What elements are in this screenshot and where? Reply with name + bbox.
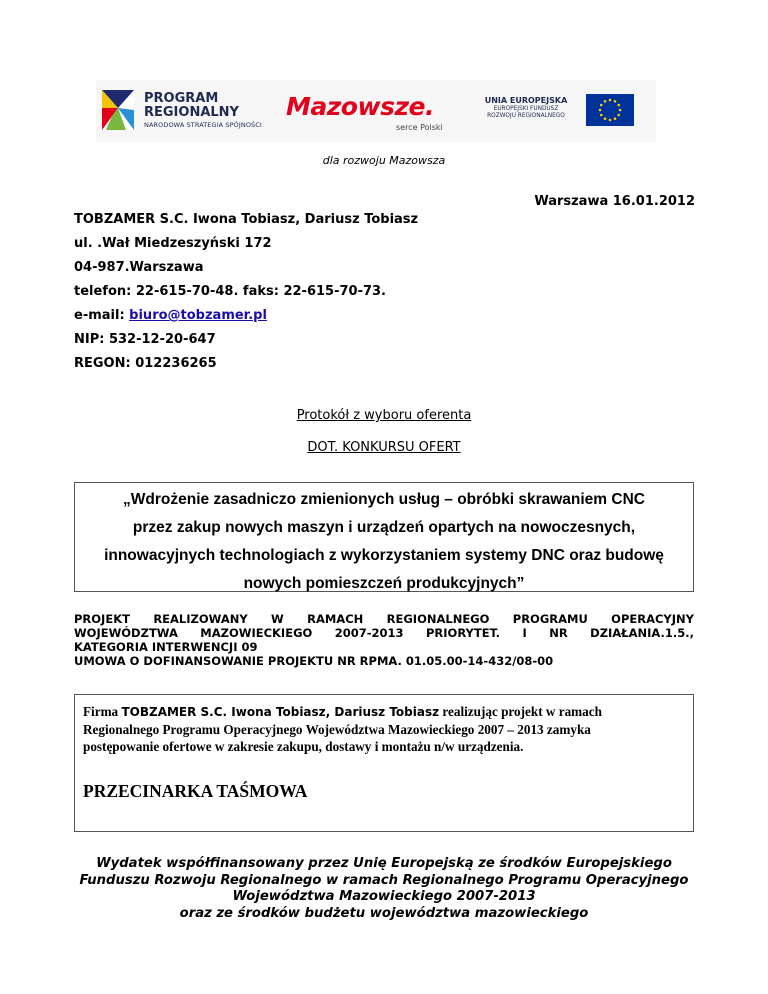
statement-company: TOBZAMER S.C. Iwona Tobiasz, Dariusz Tobiasz [121,705,440,719]
document-date: Warszawa 16.01.2012 [534,194,695,209]
project-info-line2: WOJEWÓDZTWA MAZOWIECKIEGO 2007-2013 PRIORYTET. I NR DZIAŁANIA.1.5., [74,626,694,640]
company-nip: NIP: 532-12-20-647 [74,332,216,347]
statement-firma: Firma [83,704,122,719]
email-label: e-mail: [74,308,130,323]
statement-line1 [83,703,685,721]
eu-flag-icon [586,94,634,126]
footer-line3: Województwa Mazowieckiego 2007-2013 [232,889,536,904]
funding-footer [0,856,768,922]
protocol-subtitle: DOT. KONKURSU OFERT [307,440,461,455]
company-name: TOBZAMER S.C. Iwona Tobiasz, Dariusz Tobiasz [74,212,419,227]
eu-logo-line2: EUROPEJSKI FUNDUSZ [493,106,559,112]
email-link[interactable]: biuro@tobzamer.pl [129,308,267,323]
tagline: dla rozwoju Mazowsza [322,154,446,167]
eu-logo [476,92,648,134]
project-title-line3: innowacyjnych technologiach z wykorzystaniem systemy DNC oraz budowę [104,547,664,564]
protocol-subtitle-wrap [0,440,768,455]
program-regionalny-logo [100,86,270,138]
company-email-row [74,308,267,323]
program-logo-line2: REGIONALNY [144,105,239,120]
footer-line1: Wydatek współfinansowany przez Unię Europejską ze środków Europejskiego [96,856,672,871]
mazowsze-wordmark: Mazowsze. [286,92,434,121]
project-info-line1: PROJEKT REALIZOWANY W RAMACH REGIONALNEGO PROGRAMU OPERACYJNY [74,612,694,626]
project-title-line4: nowych pomieszczeń produkcyjnych” [243,575,525,592]
statement-item: PRZECINARKA TAŚMOWA [83,781,308,801]
statement-text1: realizując projekt w ramach [439,704,602,719]
company-city: 04-987.Warszawa [74,260,204,275]
protocol-title-wrap [0,408,768,423]
protocol-title: Protokół z wyboru oferenta [296,408,472,423]
statement-line3: postępowanie ofertowe w zakresie zakupu, dostawy i montażu n/w urządzenia. [83,739,524,754]
project-info-line3: KATEGORIA INTERWENCJI 09 [74,640,258,654]
statement-line2: Regionalnego Programu Operacyjnego Województwa Mazowieckiego 2007 – 2013 zamyka [83,722,591,737]
eu-logo-line1: UNIA EUROPEJSKA [484,96,568,105]
program-logo-line1: PROGRAM [144,91,219,106]
project-title-box [74,482,694,592]
company-street: ul. .Wał Miedzeszyński 172 [74,236,272,251]
mazowsze-logo [286,92,458,134]
program-regionalny-emblem-icon [100,86,136,134]
mazowsze-subtitle: serce Polski [396,123,443,132]
company-phone: telefon: 22-615-70-48. faks: 22-615-70-73. [74,284,386,299]
footer-line4: oraz ze środków budżetu województwa mazowieckiego [179,905,589,921]
project-title-line2: przez zakup nowych maszyn i urządzeń opartych na nowoczesnych, [132,519,636,536]
project-info [74,612,694,668]
project-title-line1: „Wdrożenie zasadniczo zmienionych usług – obróbki skrawaniem CNC [123,491,645,508]
program-logo-line3: NARODOWA STRATEGIA SPÓJNOŚCI [144,121,262,129]
project-info-line4: UMOWA O DOFINANSOWANIE PROJEKTU NR RPMA. 01.05.00-14-432/08-00 [74,654,554,668]
footer-line2: Funduszu Rozwoju Regionalnego w ramach Regionalnego Programu Operacyjnego [79,872,689,888]
eu-logo-line3: ROZWOJU REGIONALNEGO [487,113,565,119]
company-regon: REGON: 012236265 [74,356,217,371]
statement-box [74,694,694,832]
